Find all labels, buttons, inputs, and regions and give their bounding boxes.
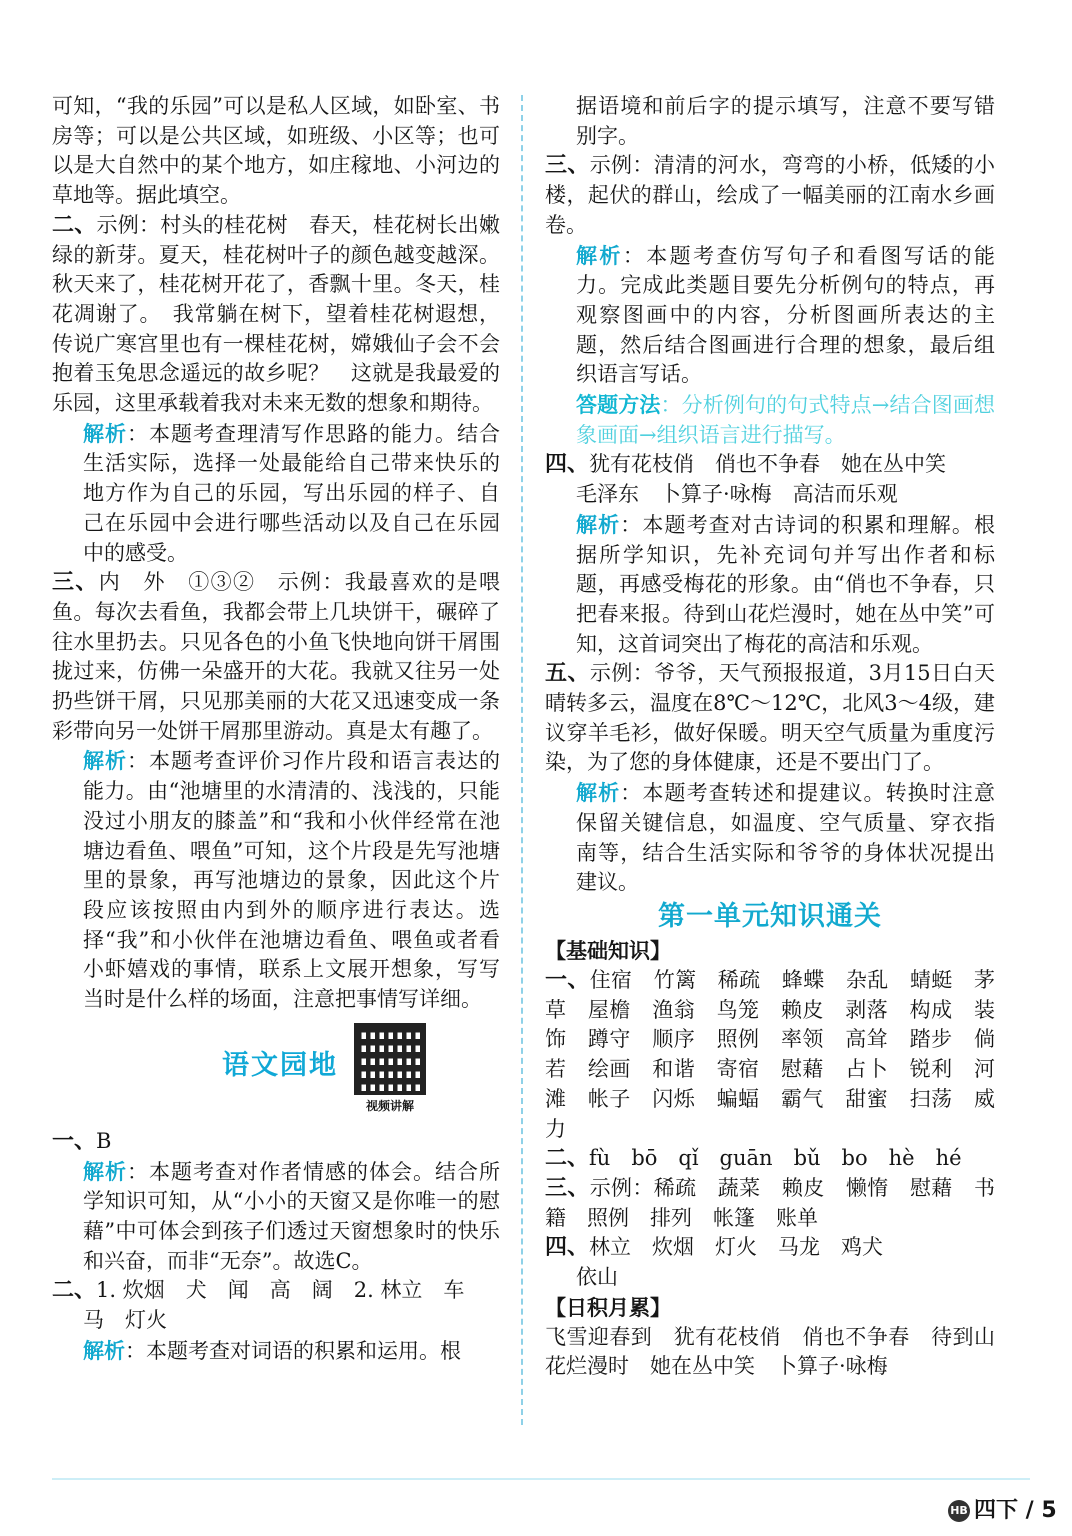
section-header — [52, 1023, 500, 1121]
unit-title: 第一单元知识通关 — [658, 900, 882, 932]
analysis-text: ：本题考查对词语的积累和运用。根 — [125, 1338, 461, 1363]
answer-text: 示例：爷爷，天气预报报道，3月15日白天晴转多云，温度在8℃～12℃，北风3～4级，建议穿羊毛衫，做好保暖。明天空气质量为重度污染，为了您的身体健康，还是不要出门了。 — [545, 661, 995, 775]
qr-caption: 视频讲解 — [365, 1098, 414, 1113]
analysis-tag: 解析 — [576, 780, 621, 806]
garden-answer-2-line2: 马 灯火 — [83, 1308, 167, 1333]
answer-4 — [545, 450, 995, 480]
answer-continuation: 可知，“我的乐园”可以是私人区域，如卧室、书房等；可以是公共区域，如班级、小区等；也可以是大自然中的某个地方，如庄稼地、小河边的草地等。据此填空。 — [52, 94, 500, 208]
analysis-text: ：本题考查对古诗词的积累和理解。根据所学知识，先补充词句并写出作者和标题，再感受梅花的形象。由“俏也不争春，只把春来报。待到山花烂漫时，她在丛中笑”可知，这首词突出了梅花的高洁和乐观。 — [576, 512, 996, 656]
analysis-tag: 解析 — [83, 420, 127, 446]
daily-accumulation-heading: 【日积月累】 — [545, 1294, 671, 1320]
garden-answer-1 — [52, 1127, 500, 1157]
garden-answer-2 — [52, 1276, 500, 1306]
answer-continuation: 据语境和前后字的提示填写，注意不要写错别字。 — [576, 94, 995, 148]
analysis-text: ：本题考查对作者情感的体会。结合所学知识可知，从“小小的天窗又是你唯一的慰藉”中可体会到孩子们透过天窗想象时的快乐和兴奋，而非“无奈”。故选C。 — [83, 1159, 500, 1273]
question-number: 五、 — [545, 660, 590, 687]
analysis-tag: 解析 — [83, 1337, 125, 1363]
analysis-text: ：本题考查仿写句子和看图写话的能力。完成此类题目要先分析例句的特点，再观察图画中的内容，分析图画所表达的主题，然后结合图画进行合理的想象，最后组织语言写话。 — [576, 243, 996, 387]
answer-text: 内 外 ①③② 示例：我最喜欢的是喂鱼。每次去看鱼，我都会带上几块饼干，碾碎了往水里扔去。只见各色的小鱼飞快地向饼干屑围拢过来，仿佛一朵盛开的大花。我就又往另一处扔些饼干屑，只见那美丽的大花又迅速变成一条彩带向另一处饼干屑那里游动。真是太有趣了。 — [52, 570, 500, 743]
answer-text: 犹有花枝俏 俏也不争春 她在丛中笑 — [589, 452, 947, 477]
analysis-2 — [52, 419, 500, 569]
analysis-text: ：本题考查评价习作片段和语言表达的能力。由“池塘里的水清清的、浅浅的，只能没过小朋友的膝盖”和“我和小伙伴经常在池塘边看鱼、喂鱼”可知，这个片段是先写池塘里的景象，再写池塘边的景象，因此这个片段应该按照由内到外的顺序进行表达。选择“我”和小伙伴在池塘边看鱼、喂鱼或者看小虾嬉戏的事情，联系上文展开想象，写写当时是什么样的场面，注意把事情写详细。 — [83, 749, 500, 1012]
answer-3 — [52, 568, 500, 746]
analysis-tag: 解析 — [576, 242, 623, 268]
question-number: 三、 — [52, 569, 99, 596]
question-number: 一、 — [52, 1127, 97, 1154]
pinyin-answers: fù bō qǐ guān bǔ bo hè hé — [589, 1146, 962, 1171]
answer-method — [545, 390, 995, 450]
answer-3 — [545, 151, 995, 240]
method-text: ：分析例句的句式特点→结合图画想象画面→组织语言进行描写。 — [576, 393, 995, 447]
section-title: 语文园地 — [222, 1049, 338, 1081]
answer-text: 1. 炊烟 犬 闻 高 阔 2. 林立 车 — [96, 1278, 465, 1303]
analysis-5 — [545, 778, 995, 898]
analysis-4 — [545, 510, 995, 660]
answer-text: 示例：清清的河水，弯弯的小桥，低矮的小楼，起伏的群山，绘成了一幅美丽的江南水乡画卷。 — [545, 153, 995, 237]
question-number: 二、 — [545, 1145, 590, 1172]
analysis-3 — [52, 746, 500, 1014]
question-number: 二、 — [52, 1277, 97, 1304]
answer-2 — [52, 211, 500, 419]
knowledge-1 — [545, 966, 995, 1144]
answer-5 — [545, 659, 995, 778]
daily-accumulation-text: 飞雪迎春到 犹有花枝俏 俏也不争春 待到山花烂漫时 她在丛中笑 卜算子·咏梅 — [545, 1324, 995, 1379]
answer-text: 示例：稀疏 蔬菜 赖皮 懒惰 慰藉 书籍 照例 排列 帐篷 账单 — [545, 1175, 995, 1230]
qr-code-icon[interactable] — [354, 1023, 426, 1095]
right-column — [545, 92, 995, 1382]
analysis-tag: 解析 — [83, 748, 127, 774]
answer-text: 示例：村头的桂花树 春天，桂花树长出嫩绿的新芽。夏天，桂花树叶子的颜色越变越深。秋天来了，桂花树开花了，香飘十里。冬天，桂花凋谢了。 我常躺在树下，望着桂花树遐想，传说广寒宫里也有一棵桂花树，嫦娥仙子会不会抱着玉兔思念遥远的故乡呢？ 这就是我最爱的乐园，这里承载着我对未来无数的想象和期待。 — [52, 212, 500, 416]
question-number: 一、 — [545, 966, 590, 993]
analysis-tag: 解析 — [83, 1158, 127, 1184]
column-divider — [521, 95, 523, 1425]
question-number: 三、 — [545, 152, 590, 179]
question-number: 二、 — [52, 211, 97, 238]
analysis-text: ：本题考查转述和提建议。转换时注意保留关键信息，如温度、空气质量、穿衣指南等，结合生活实际和爷爷的身体状况提出建议。 — [576, 781, 996, 895]
garden-analysis-1 — [52, 1157, 500, 1277]
knowledge-4 — [545, 1233, 995, 1263]
page-footer — [948, 1493, 1057, 1524]
basic-knowledge-heading: 【基础知识】 — [545, 937, 671, 963]
analysis-3 — [545, 241, 995, 391]
answer-4-line2: 毛泽东 卜算子·咏梅 高洁而乐观 — [576, 482, 898, 507]
answer-text: 住宿 竹篱 稀疏 蜂蝶 杂乱 蜻蜓 茅草 屋檐 渔翁 鸟笼 赖皮 剥落 构成 装饰 蹲守 顺序 照例 率领 高耸 踏步 倘若 绘画 和谐 寄宿 慰藉 占卜 锐利 河滩 帐子 闪烁 蝙蝠 霸气 甜蜜 扫荡 威力 — [545, 967, 995, 1141]
knowledge-3 — [545, 1174, 995, 1233]
question-number: 四、 — [545, 451, 590, 478]
analysis-text: ：本题考查理清写作思路的能力。结合生活实际，选择一处最能给自己带来快乐的地方作为自己的乐园，写出乐园的样子、自己在乐园中会进行哪些活动以及自己在乐园中的感受。 — [83, 421, 500, 565]
edition-badge: HB — [948, 1500, 970, 1522]
answer-text: B — [96, 1128, 112, 1153]
question-number: 三、 — [545, 1174, 590, 1201]
left-column — [52, 92, 500, 1366]
answer-text: 林立 炊烟 灯火 马龙 鸡犬 — [589, 1235, 884, 1260]
garden-analysis-2 — [52, 1336, 500, 1367]
analysis-tag: 解析 — [576, 511, 621, 537]
footer-rule — [52, 1478, 1030, 1480]
knowledge-4-line2: 依山 — [576, 1265, 618, 1290]
method-tag: 答题方法 — [576, 392, 661, 418]
question-number: 四、 — [545, 1234, 590, 1261]
page-number: 四下 / 5 — [974, 1498, 1057, 1523]
knowledge-2 — [545, 1144, 995, 1174]
